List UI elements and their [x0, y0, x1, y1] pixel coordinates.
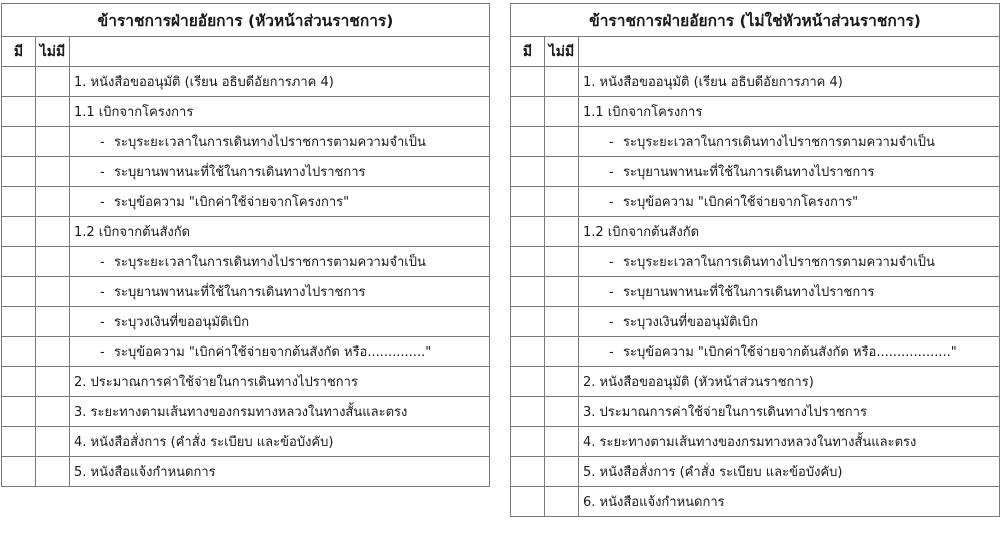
- column-header-yes: มี: [511, 37, 545, 67]
- table-row: [511, 247, 1000, 277]
- item-text: ระบุวงเงินที่ขออนุมัติเบิก: [623, 315, 759, 330]
- table-row: [2, 97, 490, 127]
- item-text: 5. หนังสือสั่งการ (คำสั่ง ระเบียบ และข้อบังคับ): [583, 465, 843, 480]
- checkbox-cell-no[interactable]: [545, 307, 579, 337]
- item-cell: [70, 367, 490, 397]
- table-row: [2, 67, 490, 97]
- column-header-item: [579, 37, 1000, 67]
- item-text: 2. หนังสือขออนุมัติ (หัวหน้าส่วนราชการ): [583, 375, 814, 390]
- checkbox-cell-yes[interactable]: [2, 367, 36, 397]
- checkbox-cell-yes[interactable]: [511, 487, 545, 517]
- table-row: [511, 217, 1000, 247]
- table-row: [511, 157, 1000, 187]
- bullet-dash: -: [100, 345, 105, 360]
- column-header-yes: มี: [2, 37, 36, 67]
- bullet-dash: -: [609, 285, 614, 300]
- checkbox-cell-yes[interactable]: [2, 127, 36, 157]
- checkbox-cell-no[interactable]: [36, 457, 70, 487]
- checkbox-cell-no[interactable]: [36, 277, 70, 307]
- item-text: ระบุระยะเวลาในการเดินทางไปราชการตามความจำเป็น: [114, 135, 426, 150]
- checkbox-cell-no[interactable]: [545, 97, 579, 127]
- item-cell: [579, 157, 1000, 187]
- table-row: [511, 427, 1000, 457]
- checkbox-cell-no[interactable]: [36, 67, 70, 97]
- bullet-dash: -: [100, 285, 105, 300]
- checkbox-cell-no[interactable]: [36, 217, 70, 247]
- checkbox-cell-no[interactable]: [545, 127, 579, 157]
- checklist-table-non-head-of-agency: [510, 3, 1000, 517]
- checkbox-cell-yes[interactable]: [511, 127, 545, 157]
- checkbox-cell-no[interactable]: [545, 487, 579, 517]
- checkbox-cell-yes[interactable]: [511, 337, 545, 367]
- item-cell: [579, 217, 1000, 247]
- item-text: 4. หนังสือสั่งการ (คำสั่ง ระเบียบ และข้อบังคับ): [74, 435, 334, 450]
- checkbox-cell-yes[interactable]: [511, 397, 545, 427]
- checkbox-cell-no[interactable]: [36, 337, 70, 367]
- item-text: 2. ประมาณการค่าใช้จ่ายในการเดินทางไปราชการ: [74, 375, 358, 390]
- checkbox-cell-no[interactable]: [545, 427, 579, 457]
- item-cell: [70, 217, 490, 247]
- checkbox-cell-no[interactable]: [36, 247, 70, 277]
- table-row: [511, 367, 1000, 397]
- checkbox-cell-no[interactable]: [36, 307, 70, 337]
- checkbox-cell-no[interactable]: [36, 157, 70, 187]
- checkbox-cell-yes[interactable]: [2, 277, 36, 307]
- bullet-dash: -: [609, 345, 614, 360]
- item-text: 3. ระยะทางตามเส้นทางของกรมทางหลวงในทางสั้นและตรง: [74, 405, 408, 420]
- bullet-dash: -: [100, 315, 105, 330]
- item-text: ระบุระยะเวลาในการเดินทางไปราชการตามความจำเป็น: [623, 135, 935, 150]
- table-title: ข้าราชการฝ่ายอัยการ (ไม่ใช่หัวหน้าส่วนราชการ): [511, 4, 1000, 37]
- column-header-no: ไม่มี: [36, 37, 70, 67]
- checkbox-cell-yes[interactable]: [2, 247, 36, 277]
- checkbox-cell-no[interactable]: [545, 67, 579, 97]
- table-row: [2, 157, 490, 187]
- checkbox-cell-yes[interactable]: [511, 187, 545, 217]
- checkbox-cell-yes[interactable]: [2, 397, 36, 427]
- item-cell: [70, 67, 490, 97]
- item-cell: [70, 397, 490, 427]
- item-cell: [70, 337, 490, 367]
- checkbox-cell-no[interactable]: [545, 397, 579, 427]
- item-text: ระบุยานพาหนะที่ใช้ในการเดินทางไปราชการ: [623, 285, 875, 300]
- table-row: [2, 247, 490, 277]
- checkbox-cell-yes[interactable]: [2, 217, 36, 247]
- checkbox-cell-no[interactable]: [545, 337, 579, 367]
- item-text: 4. ระยะทางตามเส้นทางของกรมทางหลวงในทางสั้นและตรง: [583, 435, 917, 450]
- table-row: [511, 487, 1000, 517]
- table-row: [2, 277, 490, 307]
- bullet-dash: -: [100, 195, 105, 210]
- checkbox-cell-yes[interactable]: [511, 277, 545, 307]
- item-cell: [579, 397, 1000, 427]
- table-row: [2, 187, 490, 217]
- bullet-dash: -: [100, 255, 105, 270]
- item-text: ระบุข้อความ "เบิกค่าใช้จ่ายจากโครงการ": [114, 195, 350, 210]
- table-row: [2, 427, 490, 457]
- checklist-table-head-of-agency: [1, 3, 490, 487]
- item-text: 6. หนังสือแจ้งกำหนดการ: [583, 495, 725, 510]
- checkbox-cell-yes[interactable]: [2, 307, 36, 337]
- bullet-dash: -: [100, 165, 105, 180]
- table-row: [511, 277, 1000, 307]
- item-text: ระบุข้อความ "เบิกค่าใช้จ่ายจากโครงการ": [623, 195, 859, 210]
- item-text: 3. ประมาณการค่าใช้จ่ายในการเดินทางไปราชการ: [583, 405, 867, 420]
- bullet-dash: -: [609, 255, 614, 270]
- table-row: [2, 397, 490, 427]
- bullet-dash: -: [100, 135, 105, 150]
- bullet-dash: -: [609, 135, 614, 150]
- item-text: 1.2 เบิกจากต้นสังกัด: [74, 225, 191, 240]
- checkbox-cell-no[interactable]: [36, 97, 70, 127]
- item-cell: [70, 127, 490, 157]
- checkbox-cell-yes[interactable]: [511, 97, 545, 127]
- item-text: 5. หนังสือแจ้งกำหนดการ: [74, 465, 216, 480]
- table-row: [511, 187, 1000, 217]
- checkbox-cell-no[interactable]: [545, 187, 579, 217]
- checkbox-cell-yes[interactable]: [2, 427, 36, 457]
- item-text: ระบุข้อความ "เบิกค่าใช้จ่ายจากต้นสังกัด หรือ..................": [623, 345, 957, 360]
- item-text: ระบุยานพาหนะที่ใช้ในการเดินทางไปราชการ: [623, 165, 875, 180]
- item-text: ระบุยานพาหนะที่ใช้ในการเดินทางไปราชการ: [114, 285, 366, 300]
- item-cell: [70, 307, 490, 337]
- checkbox-cell-yes[interactable]: [511, 247, 545, 277]
- item-cell: [70, 277, 490, 307]
- item-cell: [579, 427, 1000, 457]
- item-text: 1. หนังสือขออนุมัติ (เรียน อธิบดีอัยการภาค 4): [74, 75, 334, 90]
- checkbox-cell-no[interactable]: [36, 367, 70, 397]
- item-text: ระบุวงเงินที่ขออนุมัติเบิก: [114, 315, 250, 330]
- item-cell: [579, 487, 1000, 517]
- table-row: [511, 67, 1000, 97]
- checkbox-cell-no[interactable]: [545, 217, 579, 247]
- checkbox-cell-yes[interactable]: [511, 367, 545, 397]
- checkbox-cell-no[interactable]: [545, 367, 579, 397]
- item-cell: [579, 187, 1000, 217]
- item-cell: [579, 97, 1000, 127]
- table-row: [2, 127, 490, 157]
- checkbox-cell-yes[interactable]: [511, 67, 545, 97]
- item-cell: [579, 337, 1000, 367]
- table-row: [2, 217, 490, 247]
- item-cell: [579, 367, 1000, 397]
- item-text: ระบุระยะเวลาในการเดินทางไปราชการตามความจำเป็น: [114, 255, 426, 270]
- bullet-dash: -: [609, 315, 614, 330]
- table-row: [511, 337, 1000, 367]
- item-cell: [70, 457, 490, 487]
- checkbox-cell-yes[interactable]: [511, 217, 545, 247]
- checkbox-cell-no[interactable]: [36, 187, 70, 217]
- item-text: 1.2 เบิกจากต้นสังกัด: [583, 225, 700, 240]
- checkbox-cell-no[interactable]: [545, 277, 579, 307]
- table-row: [511, 97, 1000, 127]
- item-text: 1. หนังสือขออนุมัติ (เรียน อธิบดีอัยการภาค 4): [583, 75, 843, 90]
- checkbox-cell-no[interactable]: [545, 247, 579, 277]
- item-cell: [579, 277, 1000, 307]
- table-row: [2, 367, 490, 397]
- checkbox-cell-no[interactable]: [36, 427, 70, 457]
- item-cell: [70, 187, 490, 217]
- checkbox-cell-no[interactable]: [36, 397, 70, 427]
- item-cell: [70, 427, 490, 457]
- item-cell: [579, 127, 1000, 157]
- item-text: 1.1 เบิกจากโครงการ: [74, 105, 194, 120]
- checkbox-cell-yes[interactable]: [511, 157, 545, 187]
- table-row: [511, 457, 1000, 487]
- table-row: [2, 307, 490, 337]
- item-cell: [70, 247, 490, 277]
- bullet-dash: -: [609, 195, 614, 210]
- checkbox-cell-yes[interactable]: [511, 457, 545, 487]
- item-cell: [579, 457, 1000, 487]
- checkbox-cell-no[interactable]: [545, 157, 579, 187]
- table-row: [2, 457, 490, 487]
- column-header-no: ไม่มี: [545, 37, 579, 67]
- item-cell: [579, 307, 1000, 337]
- bullet-dash: -: [609, 165, 614, 180]
- table-row: [511, 307, 1000, 337]
- checkbox-cell-yes[interactable]: [2, 337, 36, 367]
- checkbox-cell-yes[interactable]: [2, 457, 36, 487]
- item-cell: [70, 97, 490, 127]
- checkbox-cell-yes[interactable]: [511, 307, 545, 337]
- table-row: [511, 127, 1000, 157]
- table-row: [511, 397, 1000, 427]
- checkbox-cell-no[interactable]: [36, 127, 70, 157]
- item-text: ระบุระยะเวลาในการเดินทางไปราชการตามความจำเป็น: [623, 255, 935, 270]
- checkbox-cell-yes[interactable]: [2, 157, 36, 187]
- table-title: ข้าราชการฝ่ายอัยการ (หัวหน้าส่วนราชการ): [2, 4, 490, 37]
- item-text: ระบุข้อความ "เบิกค่าใช้จ่ายจากต้นสังกัด หรือ..............": [114, 345, 432, 360]
- item-cell: [579, 67, 1000, 97]
- column-header-item: [70, 37, 490, 67]
- checkbox-cell-yes[interactable]: [511, 427, 545, 457]
- item-cell: [70, 157, 490, 187]
- item-cell: [579, 247, 1000, 277]
- table-row: [2, 337, 490, 367]
- checkbox-cell-yes[interactable]: [2, 67, 36, 97]
- item-text: ระบุยานพาหนะที่ใช้ในการเดินทางไปราชการ: [114, 165, 366, 180]
- item-text: 1.1 เบิกจากโครงการ: [583, 105, 703, 120]
- checkbox-cell-yes[interactable]: [2, 187, 36, 217]
- checkbox-cell-yes[interactable]: [2, 97, 36, 127]
- checkbox-cell-no[interactable]: [545, 457, 579, 487]
